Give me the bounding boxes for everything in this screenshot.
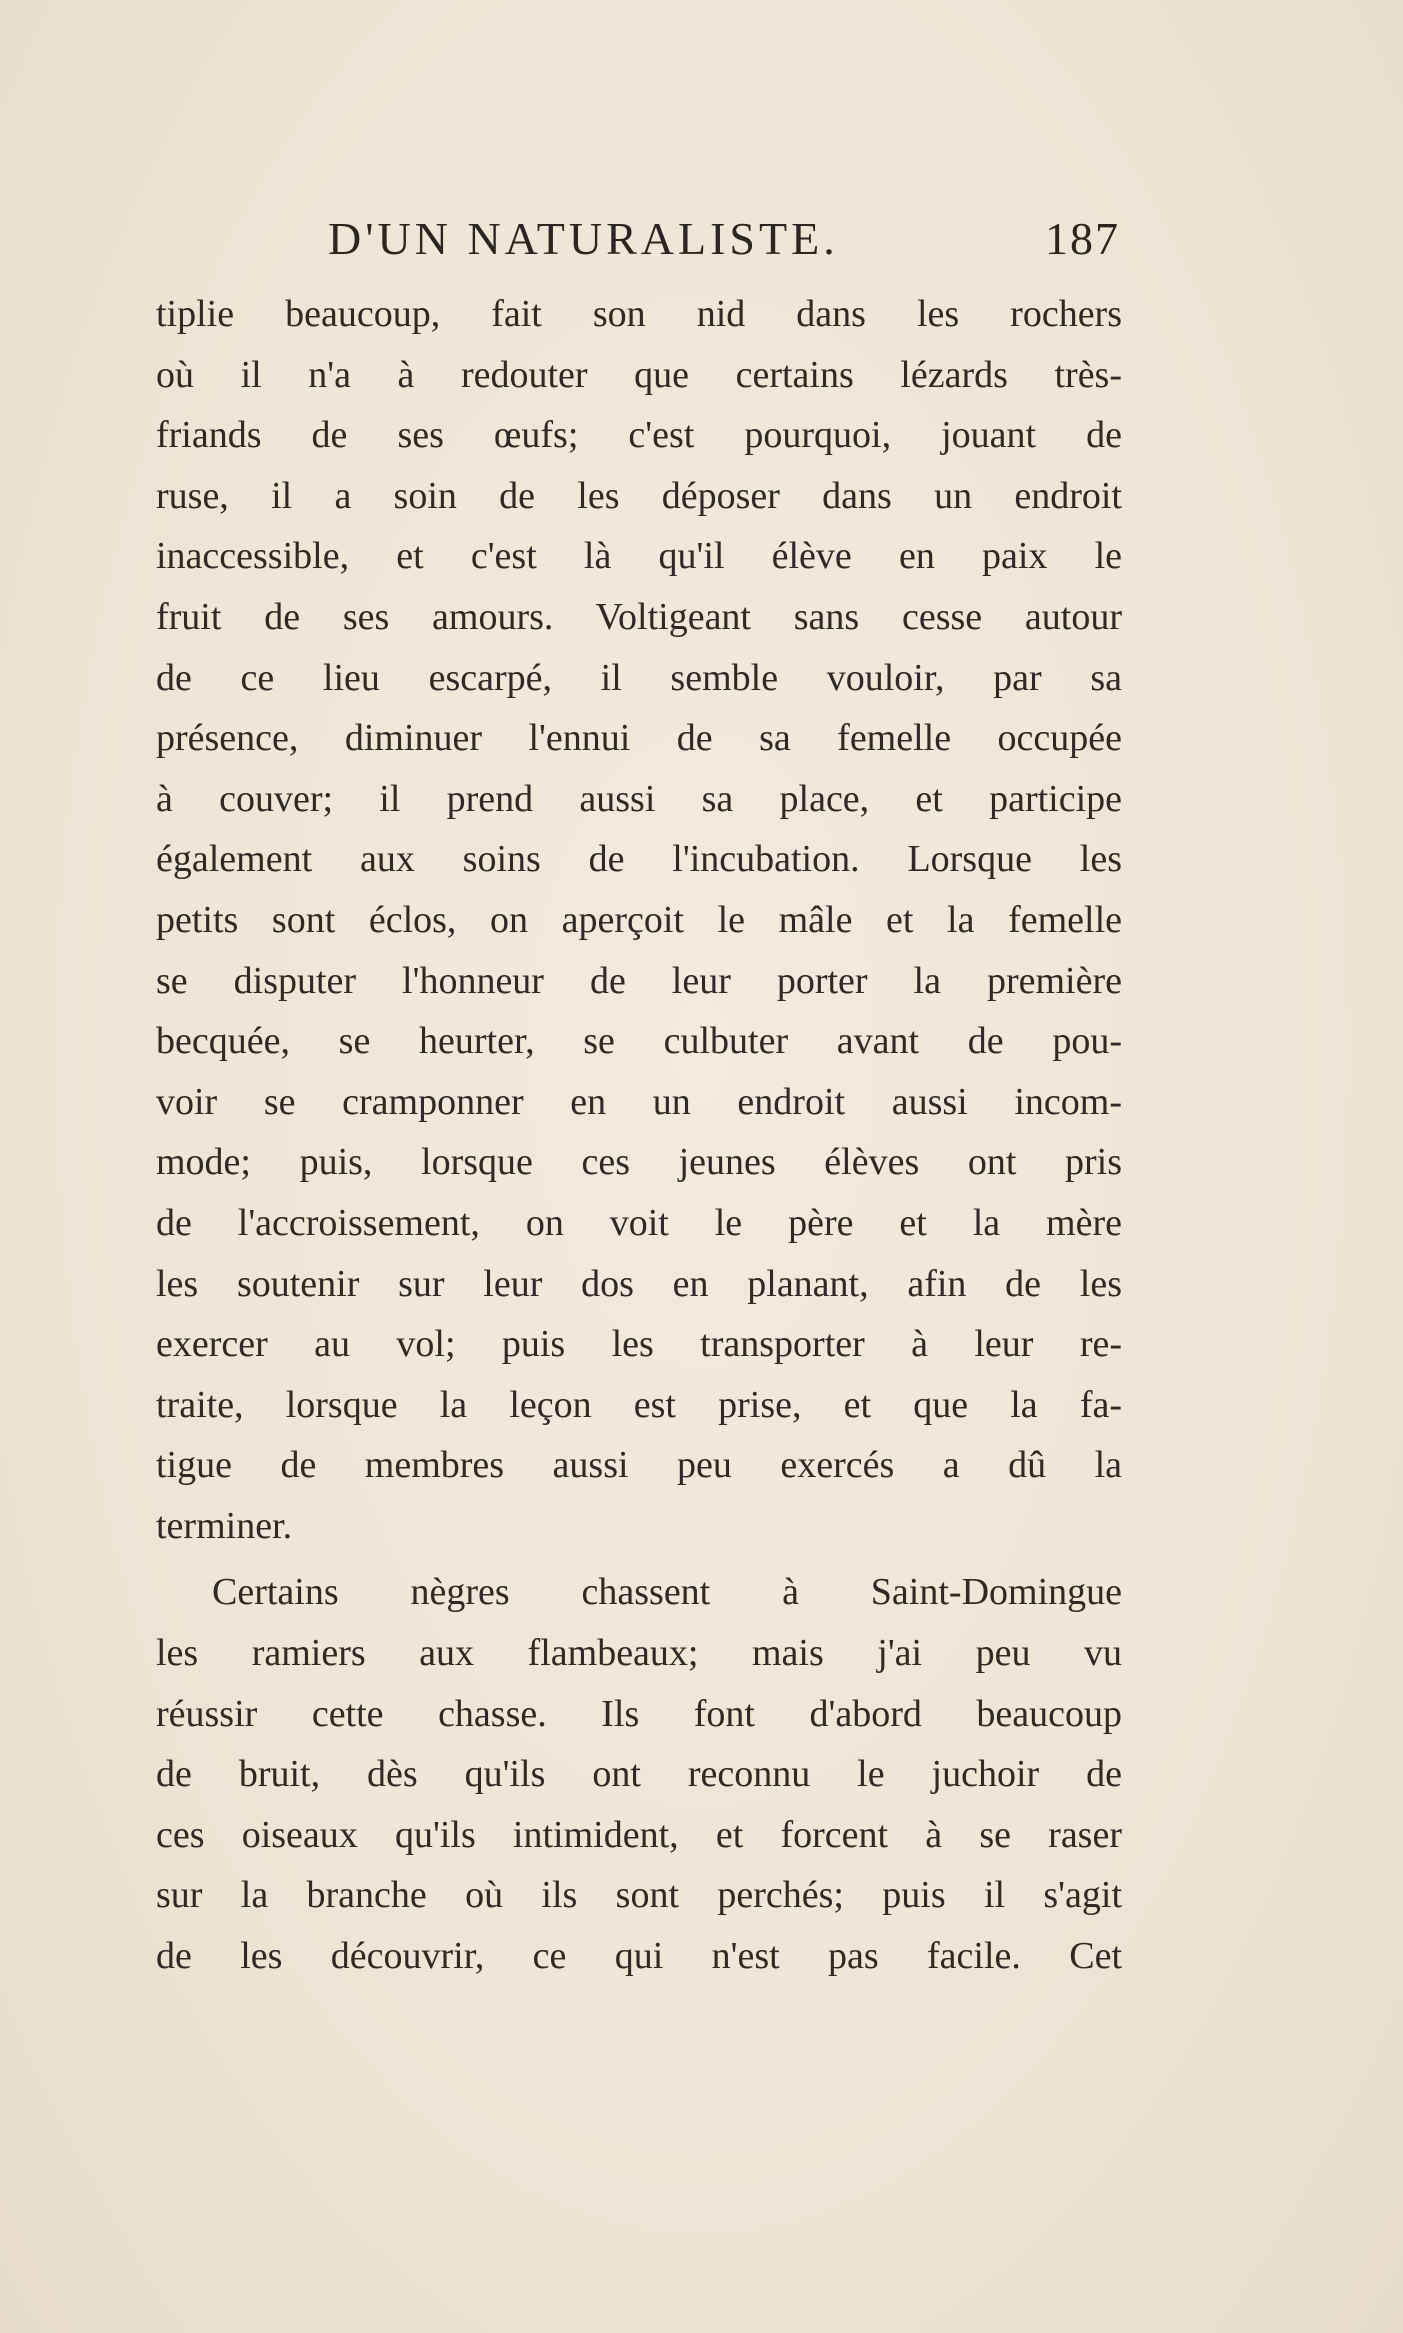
- paragraph-1: [156, 284, 1122, 1556]
- text-line: où il n'a à redouter que certains lézards très-: [156, 353, 1122, 396]
- text-line: à couver; il prend aussi sa place, et participe: [156, 777, 1122, 820]
- text-line: sur la branche où ils sont perchés; puis il s'agit: [156, 1874, 1122, 1917]
- text-line: Certains nègres chassent à Saint-Domingue: [212, 1571, 1122, 1614]
- text-line: mode; puis, lorsque ces jeunes élèves ont pris: [156, 1141, 1122, 1184]
- text-line: les ramiers aux flambeaux; mais j'ai peu vu: [156, 1632, 1122, 1675]
- running-head-title: D'UN NATURALISTE.: [328, 213, 839, 264]
- paragraph-2: [156, 1562, 1122, 1986]
- text-line: de bruit, dès qu'ils ont reconnu le juchoir de: [156, 1753, 1122, 1796]
- text-line: petits sont éclos, on aperçoit le mâle et la femelle: [156, 898, 1122, 941]
- text-line: ruse, il a soin de les déposer dans un endroit: [156, 474, 1122, 517]
- text-line: voir se cramponner en un endroit aussi incom-: [156, 1080, 1122, 1123]
- text-line: également aux soins de l'incubation. Lorsque les: [156, 838, 1122, 881]
- text-line: friands de ses œufs; c'est pourquoi, jouant de: [156, 414, 1122, 457]
- text-line: de l'accroissement, on voit le père et la mère: [156, 1201, 1122, 1244]
- body-text: [156, 284, 1122, 1987]
- text-line: tigue de membres aussi peu exercés a dû la: [156, 1444, 1122, 1487]
- text-line: fruit de ses amours. Voltigeant sans cesse autour: [156, 595, 1122, 638]
- text-line: de ce lieu escarpé, il semble vouloir, par sa: [156, 656, 1122, 699]
- text-line: réussir cette chasse. Ils font d'abord beaucoup: [156, 1692, 1122, 1735]
- text-line: les soutenir sur leur dos en planant, afin de les: [156, 1262, 1122, 1305]
- text-line: inaccessible, et c'est là qu'il élève en paix le: [156, 535, 1122, 578]
- text-line: terminer.: [156, 1504, 293, 1547]
- running-head: [160, 212, 1120, 272]
- text-line: exercer au vol; puis les transporter à leur re-: [156, 1323, 1122, 1366]
- text-line: présence, diminuer l'ennui de sa femelle occupée: [156, 717, 1122, 760]
- text-line: ces oiseaux qu'ils intimident, et forcent à se raser: [156, 1813, 1122, 1856]
- text-line: becquée, se heurter, se culbuter avant de pou-: [156, 1020, 1122, 1063]
- text-line: tiplie beaucoup, fait son nid dans les rochers: [156, 293, 1122, 335]
- text-line: de les découvrir, ce qui n'est pas facile. Cet: [156, 1935, 1122, 1978]
- page-number: 187: [1045, 213, 1120, 264]
- text-line: traite, lorsque la leçon est prise, et que la fa-: [156, 1383, 1122, 1426]
- text-line: se disputer l'honneur de leur porter la première: [156, 959, 1122, 1002]
